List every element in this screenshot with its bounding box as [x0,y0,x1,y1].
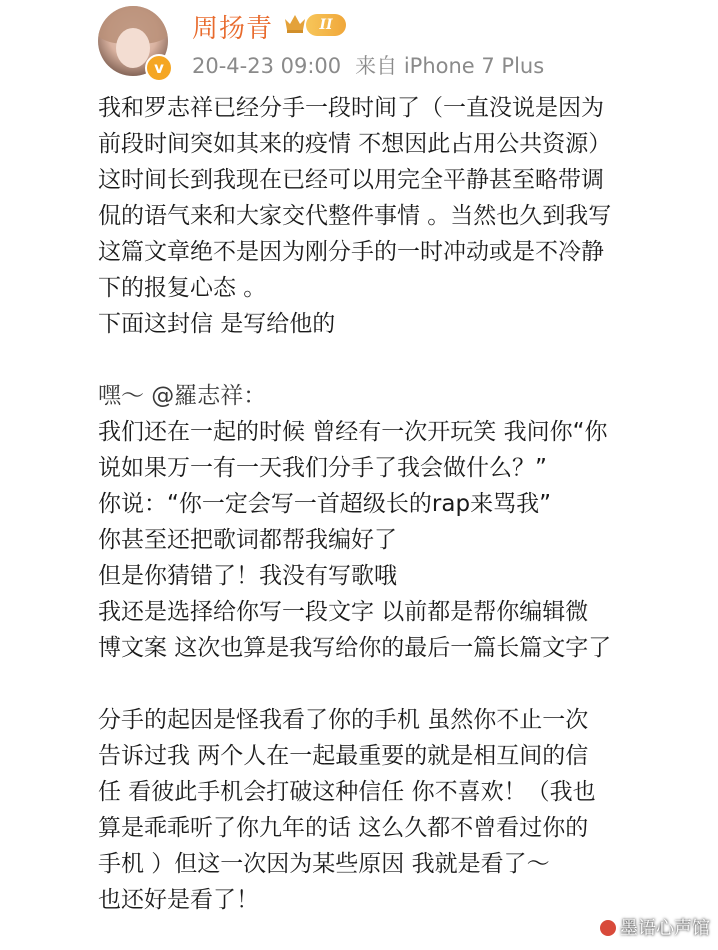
post-timestamp: 20-4-23 09:00 [192,54,342,78]
text-line: 博文案 这次也算是我写给你的最后一篇长篇文字了 [98,635,612,661]
text-line: 任 看彼此手机会打破这种信任 你不喜欢！（我也 [98,779,596,805]
paragraph-letter [98,378,704,666]
text-line: 我和罗志祥已经分手一段时间了（一直没说是因为 [98,95,604,121]
text-line: 这篇文章绝不是因为刚分手的一时冲动或是不冷静 [98,239,604,265]
verified-badge-icon: v [145,54,173,82]
crown-icon [283,12,307,34]
watermark-logo-icon [600,920,616,936]
text-line: 下的报复心态 。 [98,275,267,301]
text-line: 说如果万一有一天我们分手了我会做什么？” [98,455,547,481]
watermark [600,914,710,940]
text-line: 分手的起因是怪我看了你的手机 虽然你不止一次 [98,707,589,733]
post-source: 来自 iPhone 7 Plus [355,54,545,78]
paragraph-gap [98,342,704,378]
text-line: 告诉过我 两个人在一起最重要的就是相互间的信 [98,743,589,769]
text-line: 前段时间突如其来的疫情 不想因此占用公共资源） [98,131,612,157]
paragraph-letter-intro [98,306,704,342]
text-line: 我还是选择给你写一段文字 以前都是帮你编辑微 [98,599,589,625]
mention-line[interactable]: 嘿～ @羅志祥： [98,383,267,409]
text-line: 你说：“你一定会写一首超级长的rap来骂我” [98,491,551,517]
watermark-text: 墨语心声馆 [620,918,710,939]
text-line: 算是乖乖听了你九年的话 这么久都不曾看过你的 [98,815,589,841]
text-line: 侃的语气来和大家交代整件事情 。当然也久到我写 [98,203,612,229]
text-line: 但是你猜错了！我没有写歌哦 [98,563,397,589]
avatar-face [116,28,150,68]
username[interactable]: 周扬青 [192,14,274,44]
post-meta [192,50,544,80]
text-line: 也还好是看了！ [98,887,259,913]
member-level-badge[interactable]: II [306,14,346,36]
paragraph-breakup [98,702,704,918]
post-body [98,90,704,918]
paragraph-gap [98,666,704,702]
text-line: 手机 ）但这一次因为某些原因 我就是看了～ [98,851,550,877]
paragraph-intro [98,90,704,306]
text-line: 你甚至还把歌词都帮我编好了 [98,527,397,553]
post-header [0,0,718,90]
text-line: 我们还在一起的时候 曾经有一次开玩笑 我问你“你 [98,419,608,445]
text-line: 这时间长到我现在已经可以用完全平静甚至略带调 [98,167,604,193]
text-line: 下面这封信 是写给他的 [98,311,336,337]
